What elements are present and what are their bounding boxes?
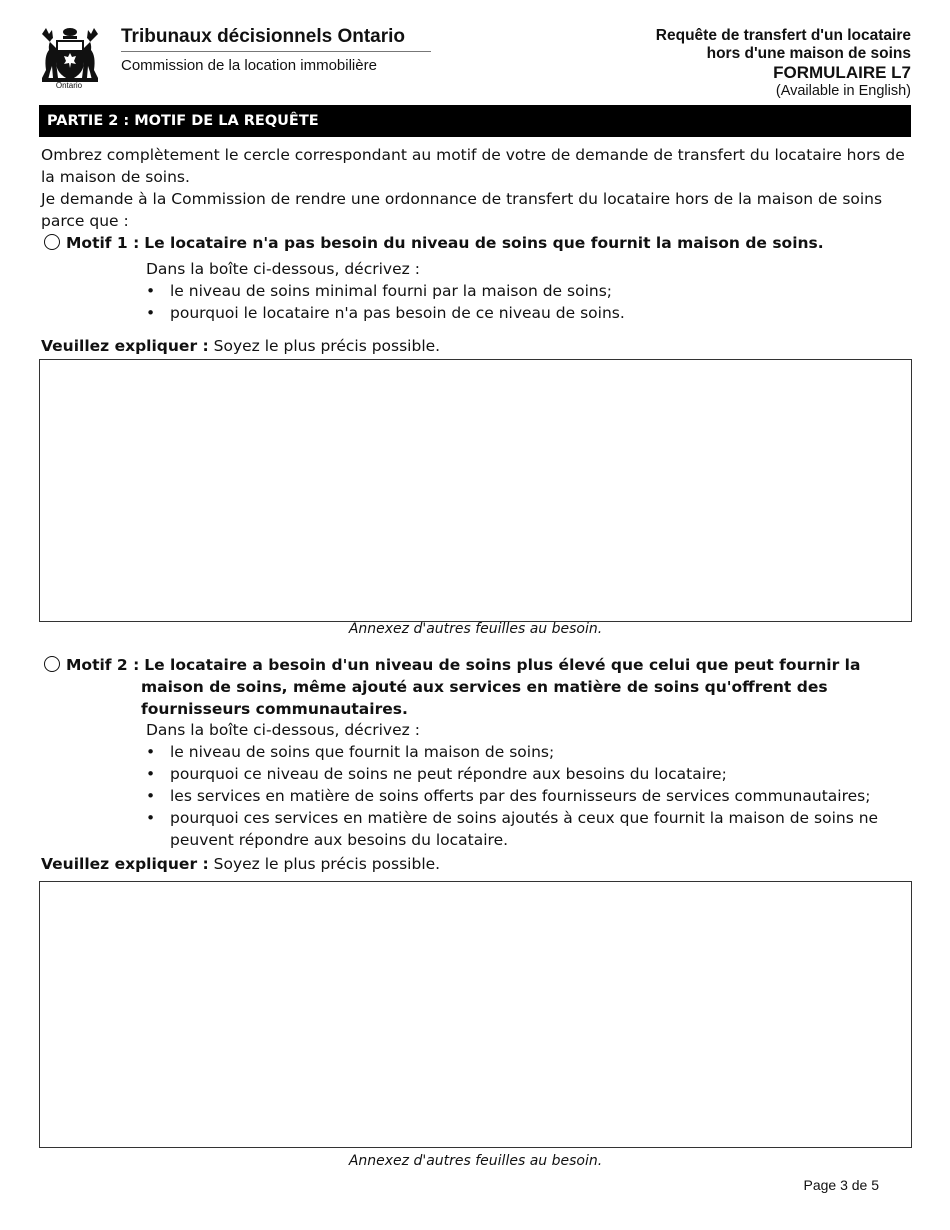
motive2-explain-hint: Soyez le plus précis possible. xyxy=(213,855,441,873)
motive2-text-line3: fournisseurs communautaires. xyxy=(141,700,408,718)
motive1-bullet-list xyxy=(146,280,906,324)
motive2-label: Motif 2 : xyxy=(66,656,140,674)
motive1-explain-label: Veuillez expliquer : xyxy=(41,337,209,355)
motive2-explain-label: Veuillez expliquer : xyxy=(41,855,209,873)
motive1-option[interactable] xyxy=(41,232,911,254)
motive1-explain xyxy=(41,335,440,357)
org-title: Tribunaux décisionnels Ontario xyxy=(121,26,405,47)
list-item: • le niveau de soins que fournit la maison de soins; xyxy=(146,741,906,763)
motive1-explain-hint: Soyez le plus précis possible. xyxy=(213,337,441,355)
request-text: Je demande à la Commission de rendre une ordonnance de transfert du locataire hors de la maison de soins parce que : xyxy=(41,190,883,230)
motive2-note: Annexez d'autres feuilles au besoin. xyxy=(348,1153,603,1169)
motive1-note: Annexez d'autres feuilles au besoin. xyxy=(348,621,603,637)
motive2-explanation-box[interactable] xyxy=(39,881,912,1148)
logo-caption: Ontario xyxy=(55,81,83,90)
form-code: FORMULAIRE L7 xyxy=(773,63,911,82)
list-item: • le niveau de soins minimal fourni par la maison de soins; xyxy=(146,280,906,302)
org-subtitle: Commission de la location immobilière xyxy=(121,57,377,74)
motive1-radio[interactable] xyxy=(44,234,60,250)
motive2-explain xyxy=(41,853,440,875)
header-divider xyxy=(121,51,431,52)
motive2-intro: Dans la boîte ci-dessous, décrivez : xyxy=(146,721,420,739)
form-title-line2: hors d'une maison de soins xyxy=(706,45,911,62)
list-item: • pourquoi le locataire n'a pas besoin de ce niveau de soins. xyxy=(146,302,906,324)
motive2-radio[interactable] xyxy=(44,656,60,672)
list-item: • pourquoi ce niveau de soins ne peut répondre aux besoins du locataire; xyxy=(146,763,906,785)
page-number: Page 3 de 5 xyxy=(803,1177,879,1193)
motive2-option[interactable] xyxy=(41,654,911,676)
list-item: • les services en matière de soins offerts par des fournisseurs de services communautaires; xyxy=(146,785,906,807)
form-heading xyxy=(656,27,911,100)
motive1-text: Le locataire n'a pas besoin du niveau de soins que fournit la maison de soins. xyxy=(144,234,824,252)
motive1-explanation-box[interactable] xyxy=(39,359,912,622)
motive2-bullet-list xyxy=(146,741,906,851)
language-note: (Available in English) xyxy=(775,83,911,99)
instruction-text: Ombrez complètement le cercle correspondant au motif de votre de demande de transfert du locataire hors de la maison de soins. xyxy=(41,146,905,186)
form-title-line1: Requête de transfert d'un locataire xyxy=(655,27,911,44)
motive2-text-line2: maison de soins, même ajouté aux services en matière de soins qu'offrent des xyxy=(141,678,828,696)
list-item: • pourquoi ces services en matière de soins ajoutés à ceux que fournit la maison de soins ne peuvent répondre aux besoins du locataire. xyxy=(146,807,906,851)
motive1-intro: Dans la boîte ci-dessous, décrivez : xyxy=(146,260,420,278)
motive1-label: Motif 1 : xyxy=(66,234,140,252)
section-title-bar: PARTIE 2 : MOTIF DE LA REQUÊTE xyxy=(39,105,911,137)
motive2-text-line1: Le locataire a besoin d'un niveau de soins plus élevé que celui que peut fournir la xyxy=(144,656,861,674)
